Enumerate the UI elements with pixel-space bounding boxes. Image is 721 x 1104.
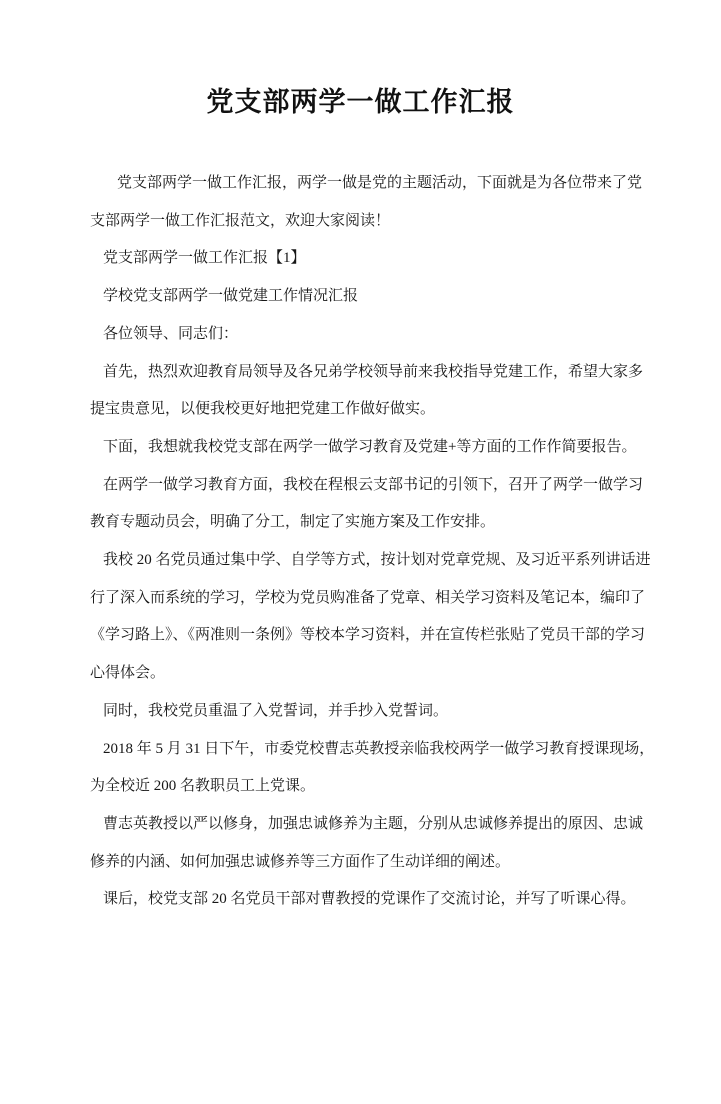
paragraph-overview: 下面，我想就我校党支部在两学一做学习教育及党建+等方面的工作作简要报告。 [103,438,637,455]
paragraph-study-activities: 我校 20 名党员通过集中学、自学等方式，按计划对党章党规、及习近平系列讲话进行了深入而系统的学习，学校为党员购准备了党章、相关学习资料及笔记本，编印了《学习路上》、《两准则一条例》等校本学习资料，并在宣传栏张贴了党员干部的学习心得体会。 [90,552,651,682]
paragraph-discussion: 课后，校党支部 20 名党员干部对曹教授的党课作了交流讨论，并写了听课心得。 [103,891,636,908]
paragraph-lecture-event: 2018 年 5 月 31 日下午，市委党校曹志英教授亲临我校两学一做学习教育授课现场，为全校近 200 名教职员工上党课。 [90,740,655,795]
paragraph-salutation: 各位领导、同志们： [103,325,239,342]
paragraph-section-heading: 党支部两学一做工作汇报【1】 [103,250,306,267]
paragraph-lecture-content: 曹志英教授以严以修身，加强忠诚修养为主题，分别从忠诚修养提出的原因、忠诚修养的内涵、如何加强忠诚修养等三方面作了生动详细的阐述。 [90,815,644,870]
paragraph-intro: 党支部两学一做工作汇报，两学一做是党的主题活动，下面就是为各位带来了党支部两学一做工作汇报范文，欢迎大家阅读！ [90,175,643,229]
document-body [90,165,655,919]
document-title: 党支部两学一做工作汇报 [206,87,515,117]
paragraph-report-subtitle: 学校党支部两学一做党建工作情况汇报 [103,288,359,305]
document-page [0,84,721,1104]
paragraph-welcome: 首先，热烈欢迎教育局领导及各兄弟学校领导前来我校指导党建工作，希望大家多提宝贵意见，以便我校更好地把党建工作做好做实。 [90,363,644,418]
paragraph-oath: 同时，我校党员重温了入党誓词，并手抄入党誓词。 [103,702,449,719]
paragraph-mobilization: 在两学一做学习教育方面，我校在程根云支部书记的引领下，召开了两学一做学习教育专题动员会，明确了分工，制定了实施方案及工作安排。 [90,476,644,531]
